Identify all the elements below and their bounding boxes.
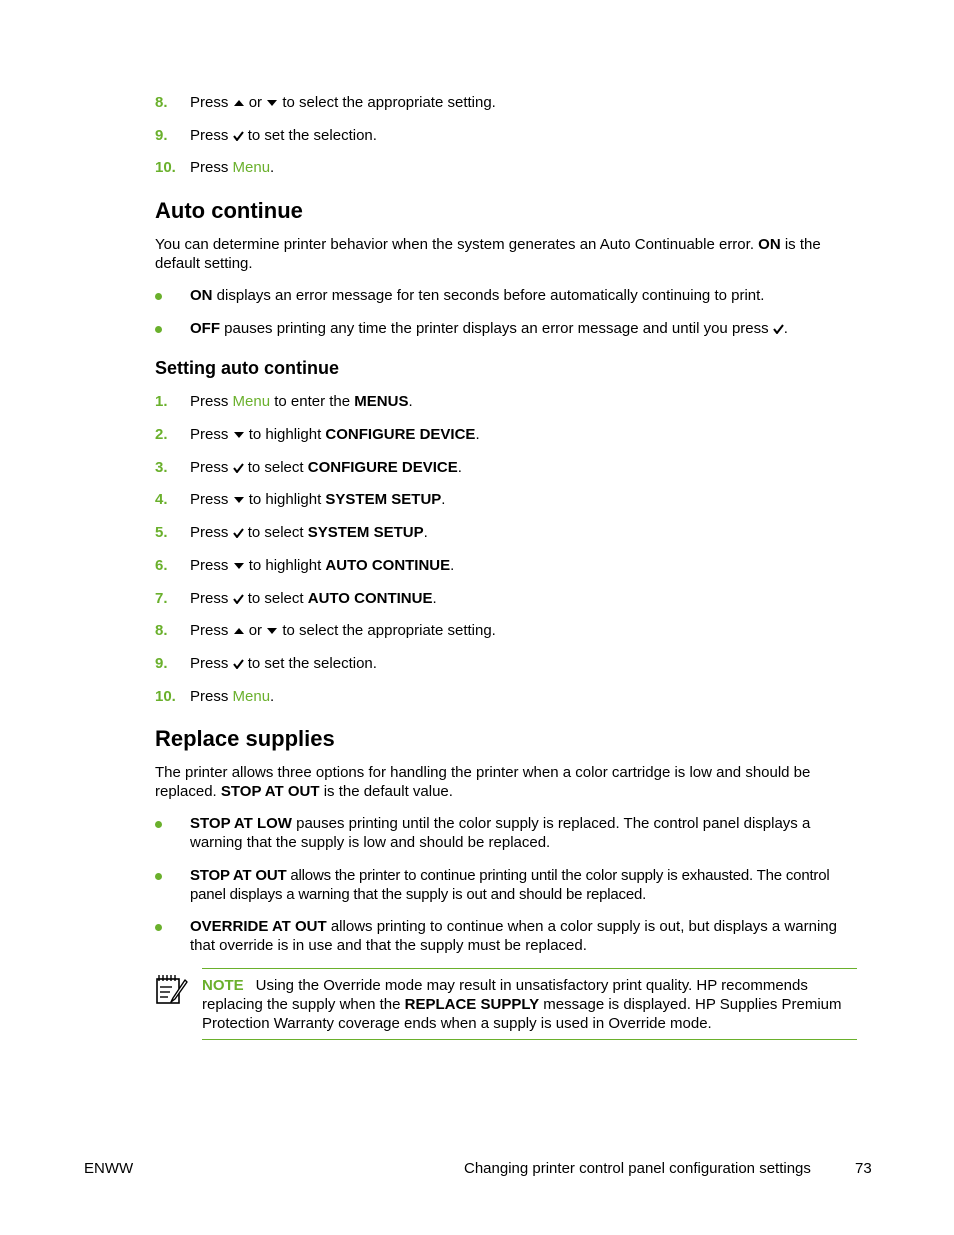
up-arrow-icon <box>233 99 245 107</box>
subheading-setting-auto-continue: Setting auto continue <box>155 358 339 378</box>
section-heading-replace-supplies: Replace supplies <box>155 726 335 751</box>
checkmark-icon <box>233 659 244 669</box>
bullet-dot <box>155 821 162 828</box>
step-number: 8. <box>155 622 168 639</box>
note-bottom-rule <box>202 1039 857 1040</box>
manual-page: 8. Press or to select the appropriate setting. 9. Press to set the selection. 10. Press Menu. Auto continue You can determine printer behavior when the system generates an Auto Continuable error. ON is the default setting. ON displays an error message for ten seconds before automatically continuing to print. OFF pauses printing any time the printer displays an error message and until you press . Setting auto continue 1. Press Menu to enter the MENUS. 2. Press to highlight CONFIGURE DEVICE. 3. Press to select CONFIGURE DEVICE. 4. Press to highlight SYSTEM SETUP. 5. Press to select SYSTEM SETUP. 6. Press to highlight AUTO CONTINUE. 7. Press to select AUTO CONTINUE. 8. Press or to select the appropriate setting. 9. Press to set the selection. 10. Press Menu. Replace supplies The printer allows three options for handling the printer when a color cartridge is low and should be replaced. STOP AT OUT is the default value. STOP AT LOW pauses printing until the color supply is replaced. The control panel displays a warning that the supply is low and should be replaced. STOP AT OUT allows the printer to continue printing until the color supply is exhausted. The control panel displays a warning that the supply is out and should be replaced. OVERRIDE AT OUT allows printing to continue when a color supply is out, but displays a warning that override is in use and that the supply must be replaced. NOTE Using the Override mode may result in unsatisfactory print quality. HP recommends replacing the supply when the REPLACE SUPPLY message is displayed. HP Supplies Premium Protection Warranty coverage ends when a supply is used in Override mode. ENWW Changing printer control panel configuration settings 73 <box>84 94 872 1177</box>
checkmark-icon <box>233 131 244 141</box>
step-number: 1. <box>155 393 168 410</box>
bullet-on: ON displays an error message for ten seconds before automatically continuing to print. <box>155 286 860 305</box>
step-number: 2. <box>155 426 168 443</box>
menu-button-label: Menu <box>232 393 271 410</box>
step-number: 4. <box>155 491 168 508</box>
step-number: 8. <box>155 94 168 111</box>
bullet-dot <box>155 924 162 931</box>
bullet-dot <box>155 293 162 300</box>
step-number: 10. <box>155 159 176 176</box>
footer-chapter-title: Changing printer control panel configuration settings <box>464 1160 811 1177</box>
step-number: 5. <box>155 524 168 541</box>
step-number: 3. <box>155 459 168 476</box>
checkmark-icon <box>233 594 244 604</box>
bullet-off: OFF pauses printing any time the printer displays an error message and until you press . <box>155 319 860 338</box>
checkmark-icon <box>773 324 784 334</box>
step-number: 7. <box>155 590 168 607</box>
bullet-stop-at-out: STOP AT OUT allows the printer to continue printing until the color supply is exhausted. The control panel displays a warning that the supply is out and should be replaced. <box>155 866 860 904</box>
down-arrow-icon <box>233 562 245 570</box>
down-arrow-icon <box>266 99 278 107</box>
note-label: NOTE <box>202 977 244 994</box>
down-arrow-icon <box>266 627 278 635</box>
checkmark-icon <box>233 528 244 538</box>
auto-continue-intro: You can determine printer behavior when the system generates an Auto Continuable error. ON is the default setting. <box>155 236 821 272</box>
note-pad-icon <box>155 972 189 1006</box>
step-number: 9. <box>155 655 168 672</box>
footer-left-label: ENWW <box>84 1160 134 1177</box>
bullet-dot <box>155 873 162 880</box>
note-top-rule <box>202 968 857 969</box>
down-arrow-icon <box>233 431 245 439</box>
bullet-stop-at-low: STOP AT LOW pauses printing until the color supply is replaced. The control panel displays a warning that the supply is low and should be replaced. <box>155 814 860 852</box>
step-number: 9. <box>155 127 168 144</box>
page-number: 73 <box>855 1160 872 1177</box>
note-text: NOTE Using the Override mode may result in unsatisfactory print quality. HP recommends replacing the supply when the REPLACE SUPPLY message is displayed. HP Supplies Premium Protection Warranty coverage ends when a supply is used in Override mode. <box>202 977 842 1032</box>
menu-button-label: Menu <box>232 159 271 176</box>
bullet-override-at-out: OVERRIDE AT OUT allows printing to continue when a color supply is out, but displays a warning that override is in use and that the supply must be replaced. <box>155 917 860 955</box>
section-heading-auto-continue: Auto continue <box>155 198 303 223</box>
replace-supplies-intro: The printer allows three options for handling the printer when a color cartridge is low and should be replaced. STOP AT OUT is the default value. <box>155 764 811 800</box>
up-arrow-icon <box>233 627 245 635</box>
step-number: 10. <box>155 688 176 705</box>
bullet-dot <box>155 326 162 333</box>
step-number: 6. <box>155 557 168 574</box>
menu-button-label: Menu <box>232 688 271 705</box>
checkmark-icon <box>233 463 244 473</box>
down-arrow-icon <box>233 496 245 504</box>
